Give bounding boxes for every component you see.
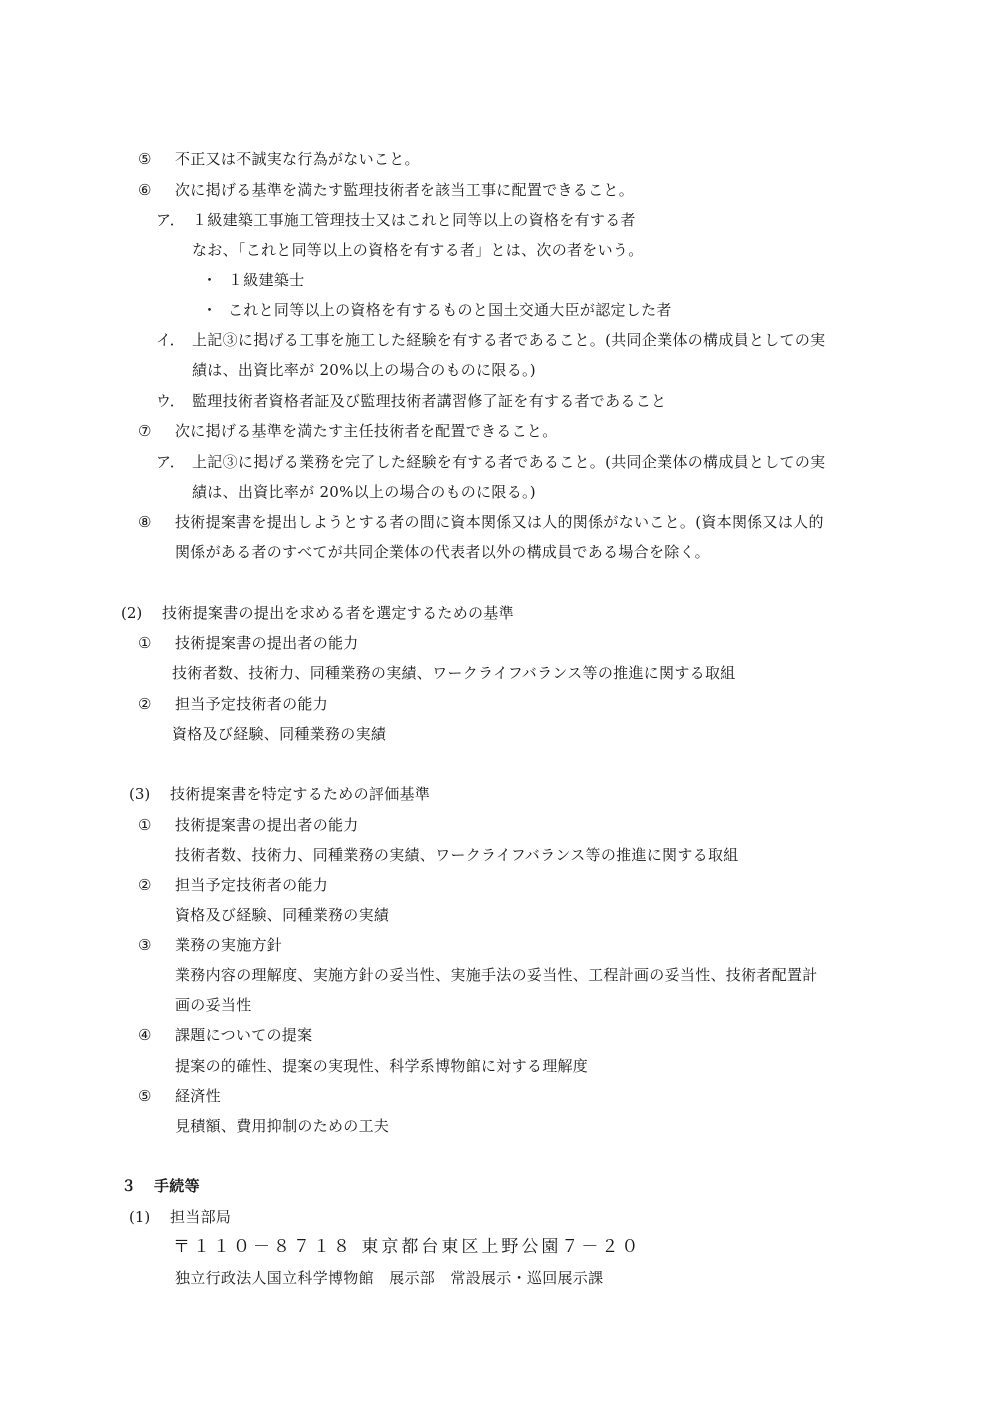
- item-marker: ①: [138, 634, 152, 652]
- item-marker: ②: [138, 695, 152, 713]
- note-text: なお、「これと同等以上の資格を有する者」とは、次の者をいう。: [192, 241, 644, 259]
- item-text: 技術提案書の提出者の能力: [175, 634, 359, 652]
- item-detail: 資格及び経験、同種業務の実績: [175, 906, 390, 924]
- section-marker: (2): [121, 604, 143, 622]
- item-text: 不正又は不誠実な行為がないこと。: [175, 150, 420, 168]
- item-continuation: 関係がある者のすべてが共同企業体の代表者以外の構成員である場合を除く。: [175, 543, 710, 561]
- sub-item-continuation: 績は、出資比率が 20%以上の場合のものに限る。): [192, 361, 536, 379]
- item-detail: 業務内容の理解度、実施方針の妥当性、実施手法の妥当性、工程計画の妥当性、技術者配置計: [175, 966, 818, 984]
- chapter-heading: 手続等: [154, 1177, 200, 1195]
- item-detail: 技術者数、技術力、同種業務の実績、ワークライフバランス等の推進に関する取組: [172, 664, 736, 682]
- item-text: 課題についての提案: [175, 1026, 313, 1044]
- item-marker: ③: [138, 936, 152, 954]
- item-marker: ⑧: [138, 513, 152, 531]
- postal-address: 〒１１０－８７１８ 東京都台東区上野公園７－２０: [173, 1237, 642, 1257]
- section-heading: 技術提案書を特定するための評価基準: [170, 785, 431, 803]
- section-marker: (3): [129, 785, 151, 803]
- item-text: 次に掲げる基準を満たす監理技術者を該当工事に配置できること。: [175, 181, 635, 199]
- item-text: 担当予定技術者の能力: [175, 876, 329, 894]
- item-text: 経済性: [175, 1087, 221, 1105]
- item-marker: ②: [138, 876, 152, 894]
- item-marker: ④: [138, 1026, 152, 1044]
- item-detail: 見積額、費用抑制のための工夫: [175, 1117, 390, 1135]
- item-text: 技術提案書を提出しようとする者の間に資本関係又は人的関係がないこと。(資本関係又は人的: [175, 513, 824, 531]
- section-heading: 技術提案書の提出を求める者を選定するための基準: [162, 604, 514, 622]
- item-marker: ⑤: [138, 1087, 152, 1105]
- sub-item-text: 上記③に掲げる業務を完了した経験を有する者であること。(共同企業体の構成員としての実: [192, 453, 826, 471]
- sub-item-marker: ア．: [156, 453, 185, 471]
- item-detail: 提案の的確性、提案の実現性、科学系博物館に対する理解度: [175, 1057, 589, 1075]
- sub-item-text: １級建築工事施工管理技士又はこれと同等以上の資格を有する者: [192, 211, 636, 229]
- organization-name: 独立行政法人国立科学博物館 展示部 常設展示・巡回展示課: [175, 1269, 604, 1287]
- sub-item-marker: ア．: [156, 211, 185, 229]
- item-marker: ⑥: [138, 181, 152, 199]
- sub-item-marker: ウ．: [156, 392, 185, 410]
- item-text: 業務の実施方針: [175, 936, 283, 954]
- item-marker: ⑦: [138, 422, 152, 440]
- sub-item-text: 監理技術者資格者証及び監理技術者講習修了証を有する者であること: [192, 392, 667, 410]
- bullet-text: １級建築士: [228, 271, 305, 289]
- item-marker: ⑤: [138, 150, 152, 168]
- chapter-number: ３: [121, 1177, 137, 1195]
- bullet-text: これと同等以上の資格を有するものと国土交通大臣が認定した者: [228, 301, 672, 319]
- subsection-marker: (1): [129, 1208, 151, 1226]
- item-text: 技術提案書の提出者の能力: [175, 816, 359, 834]
- sub-item-marker: イ．: [156, 331, 185, 349]
- item-text: 担当予定技術者の能力: [175, 695, 329, 713]
- subsection-heading: 担当部局: [170, 1208, 232, 1226]
- item-detail: 資格及び経験、同種業務の実績: [172, 725, 387, 743]
- bullet-marker: ・: [202, 301, 218, 319]
- bullet-marker: ・: [202, 271, 218, 289]
- item-marker: ①: [138, 816, 152, 834]
- item-detail-continuation: 画の妥当性: [175, 996, 252, 1014]
- item-text: 次に掲げる基準を満たす主任技術者を配置できること。: [175, 422, 558, 440]
- sub-item-text: 上記③に掲げる工事を施工した経験を有する者であること。(共同企業体の構成員としての実: [192, 331, 826, 349]
- item-detail: 技術者数、技術力、同種業務の実績、ワークライフバランス等の推進に関する取組: [175, 846, 739, 864]
- sub-item-continuation: 績は、出資比率が 20%以上の場合のものに限る。): [192, 483, 536, 501]
